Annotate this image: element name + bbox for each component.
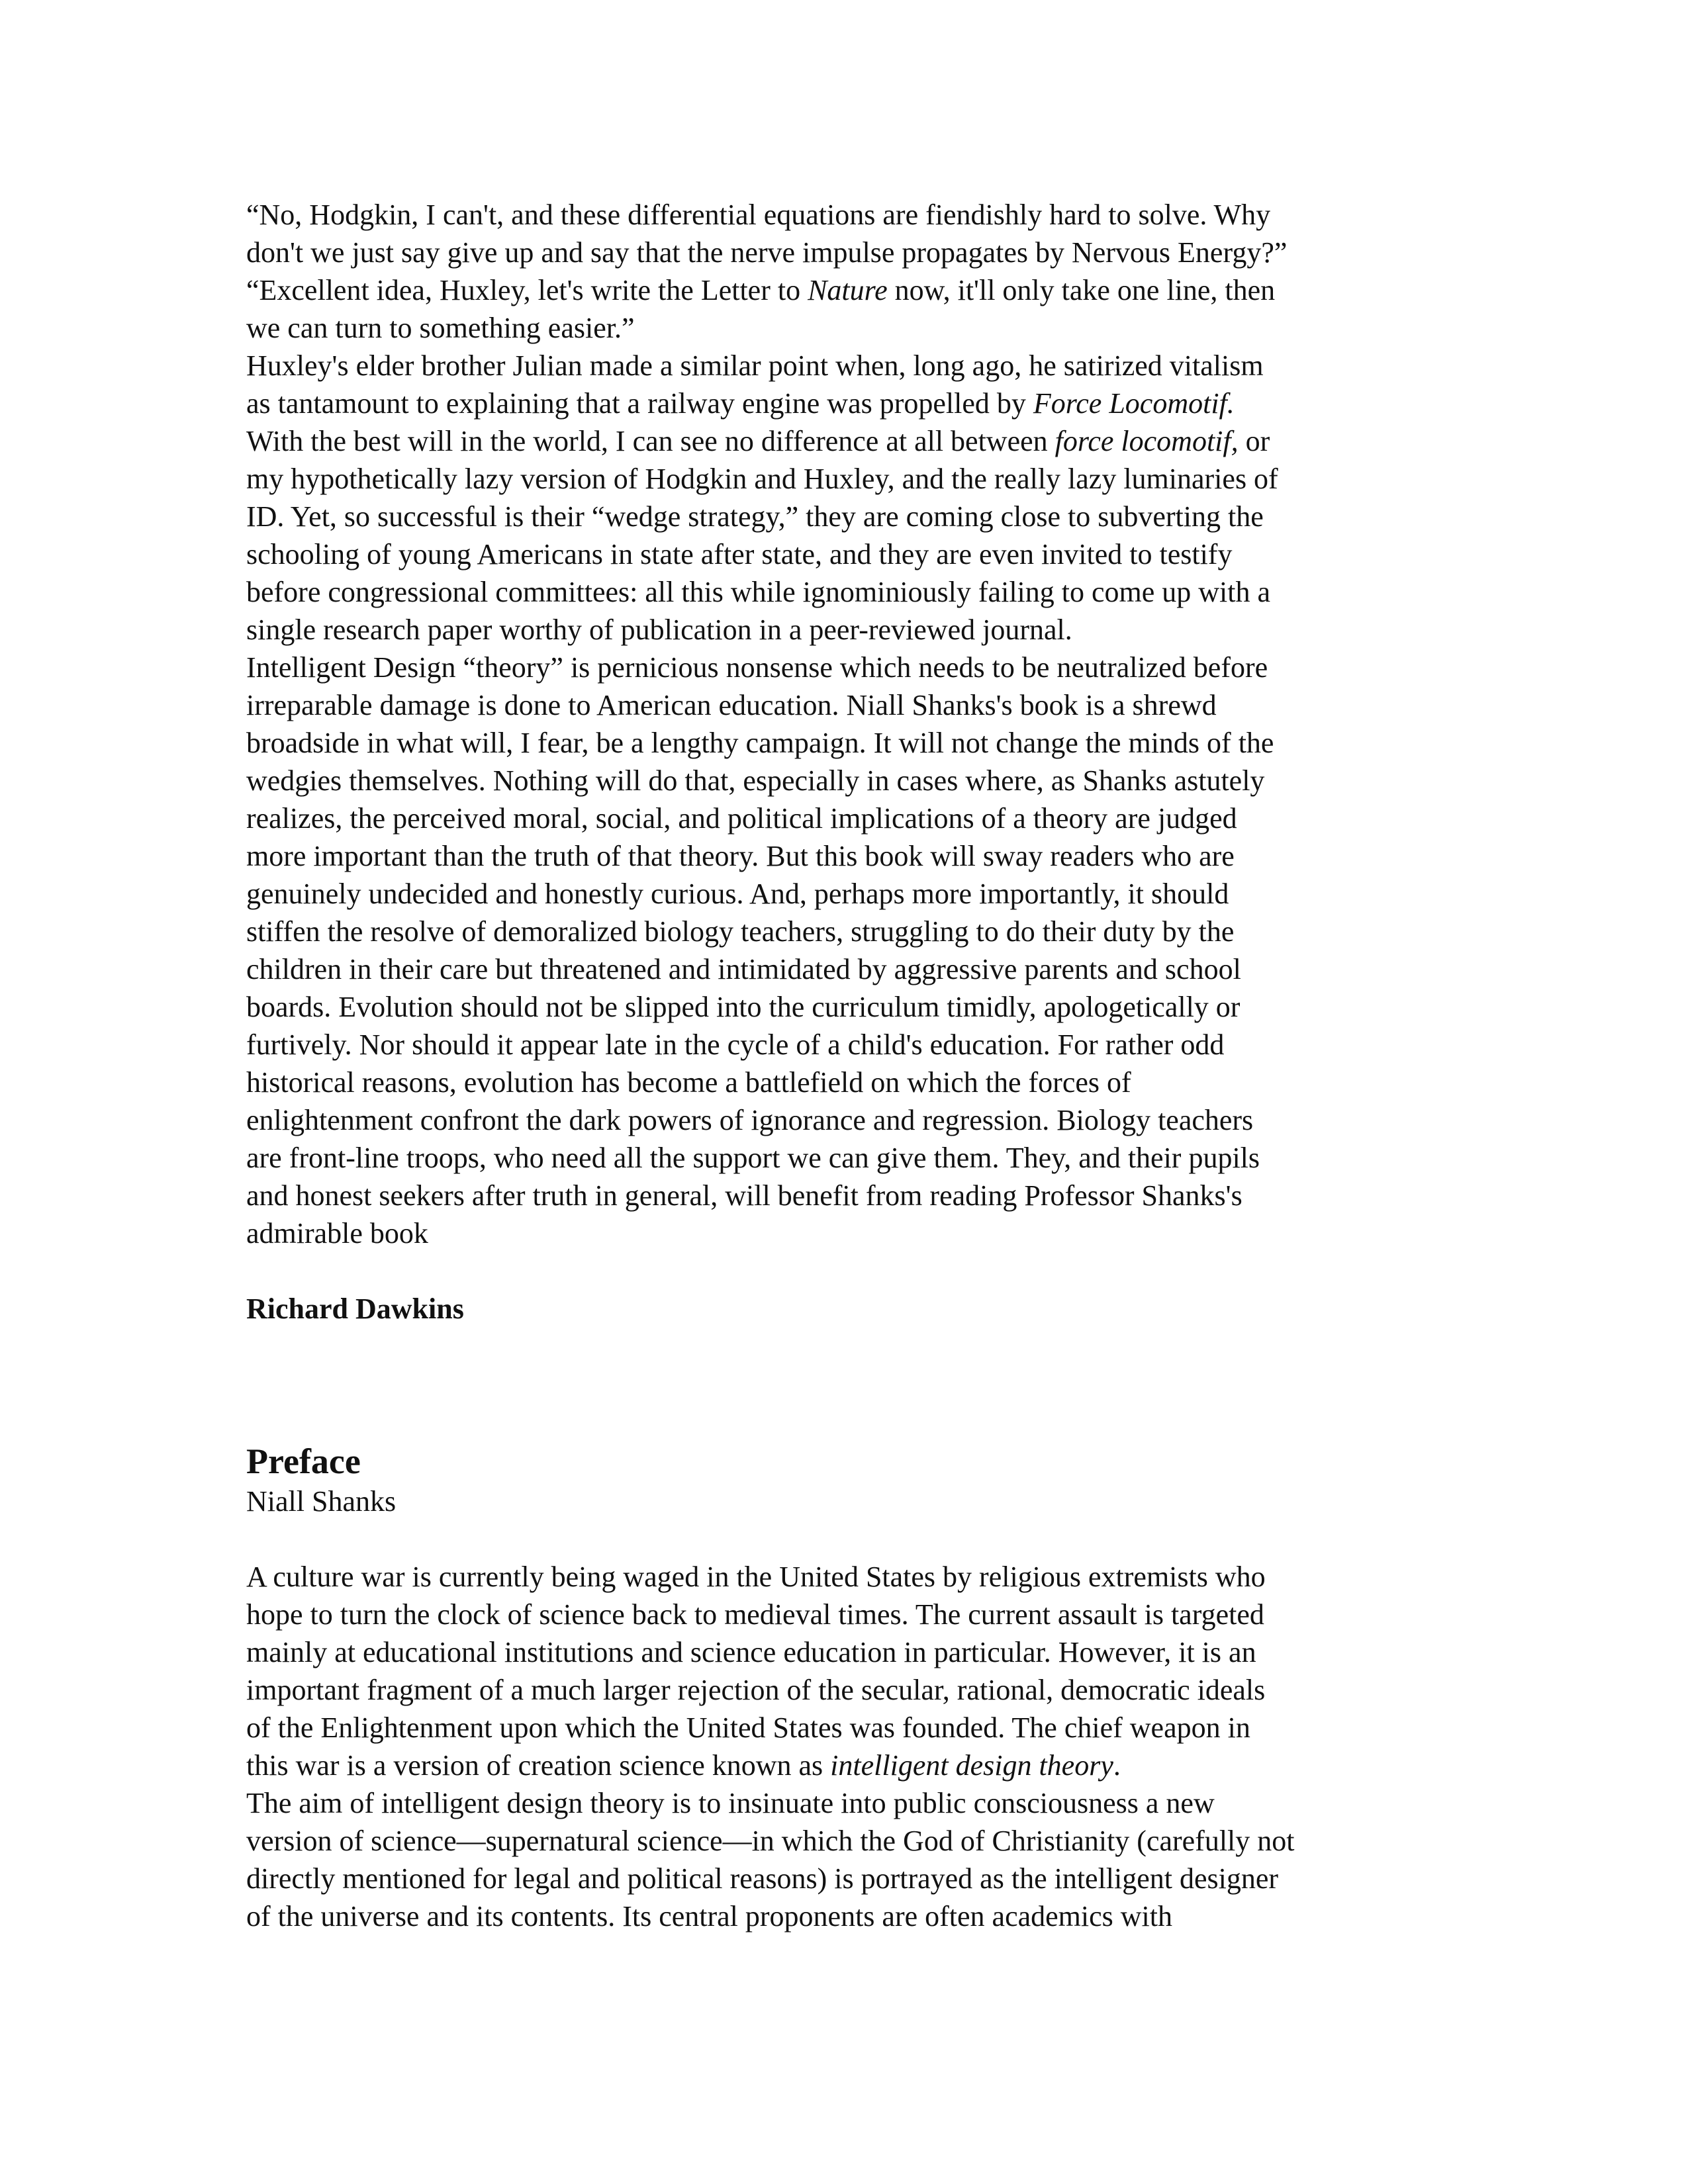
preface-body [246,1558,1458,1935]
text-line: furtively. Nor should it appear late in the cycle of a child's education. For rather odd [246,1028,1225,1061]
text-line: historical reasons, evolution has become a battlefield on which the forces of [246,1066,1131,1099]
italic-nature: Nature [808,274,888,306]
spacer [246,1252,1458,1290]
text-line: version of science—supernatural science—in which the God of Christianity (carefully not [246,1825,1295,1857]
text-line: realizes, the perceived moral, social, and political implications of a theory are judged [246,802,1237,835]
text-line: we can turn to something easier.” [246,312,635,344]
text-line: admirable book [246,1217,428,1250]
text-line: more important than the truth of that theory. But this book will sway readers who are [246,840,1235,872]
text-line: “Excellent idea, Huxley, let's write the Letter to Nature now, it'll only take one line, then [246,274,1276,306]
document-page [246,196,1458,1935]
text-line: genuinely undecided and honestly curious. And, perhaps more importantly, it should [246,878,1229,910]
text-line: schooling of young Americans in state after state, and they are even invited to testify [246,538,1233,570]
spacer [246,1520,1458,1558]
text-line: of the Enlightenment upon which the United States was founded. The chief weapon in [246,1711,1250,1744]
text-line: irreparable damage is done to American education. Niall Shanks's book is a shrewd [246,689,1217,721]
text-line: and honest seekers after truth in general, will benefit from reading Professor Shanks's [246,1179,1243,1212]
section-spacer [246,1328,1458,1440]
text-line: Huxley's elder brother Julian made a similar point when, long ago, he satirized vitalism [246,349,1264,382]
text-line: children in their care but threatened and intimidated by aggressive parents and school [246,953,1241,985]
text-line: broadside in what will, I fear, be a lengthy campaign. It will not change the minds of the [246,727,1274,759]
text-line: this war is a version of creation science known as intelligent design theory. [246,1749,1121,1782]
text-line: A culture war is currently being waged in the United States by religious extremists who [246,1561,1266,1593]
preface-heading: Preface [246,1441,361,1481]
text-line: hope to turn the clock of science back to medieval times. The current assault is targeted [246,1598,1264,1631]
foreword-body [246,196,1458,1252]
text-line: my hypothetically lazy version of Hodgkin and Huxley, and the really lazy luminaries of [246,463,1278,495]
text-line: ID. Yet, so successful is their “wedge strategy,” they are coming close to subverting the [246,500,1264,533]
text-line: The aim of intelligent design theory is to insinuate into public consciousness a new [246,1787,1215,1819]
text-line: Intelligent Design “theory” is pernicious nonsense which needs to be neutralized before [246,651,1268,684]
text-line: important fragment of a much larger rejection of the secular, rational, democratic ideals [246,1674,1266,1706]
text-line: as tantamount to explaining that a railway engine was propelled by Force Locomotif. [246,387,1235,420]
text-line: directly mentioned for legal and political reasons) is portrayed as the intelligent designer [246,1862,1279,1895]
text-line: wedgies themselves. Nothing will do that, especially in cases where, as Shanks astutely [246,764,1265,797]
foreword-signature: Richard Dawkins [246,1293,464,1325]
preface-author: Niall Shanks [246,1485,397,1518]
text-line: before congressional committees: all this while ignominiously failing to come up with a [246,576,1271,608]
text-line: stiffen the resolve of demoralized biology teachers, struggling to do their duty by the [246,915,1235,948]
text-line: single research paper worthy of publication in a peer-reviewed journal. [246,614,1072,646]
text-line: of the universe and its contents. Its central proponents are often academics with [246,1900,1172,1933]
italic-intelligent-design-theory: intelligent design theory [830,1749,1113,1782]
text-line: mainly at educational institutions and science education in particular. However, it is an [246,1636,1256,1668]
text-line: With the best will in the world, I can see no difference at all between force locomotif, or [246,425,1270,457]
italic-force-locomotif: Force Locomotif. [1033,387,1235,420]
italic-force-locomotif-lower: force locomotif, [1055,425,1239,457]
text-line: are front-line troops, who need all the support we can give them. They, and their pupils [246,1142,1260,1174]
text-line: “No, Hodgkin, I can't, and these differential equations are fiendishly hard to solve. Why [246,199,1271,231]
text-line: boards. Evolution should not be slipped into the curriculum timidly, apologetically or [246,991,1241,1023]
text-line: don't we just say give up and say that the nerve impulse propagates by Nervous Energy?” [246,236,1288,269]
text-line: enlightenment confront the dark powers of ignorance and regression. Biology teachers [246,1104,1254,1136]
